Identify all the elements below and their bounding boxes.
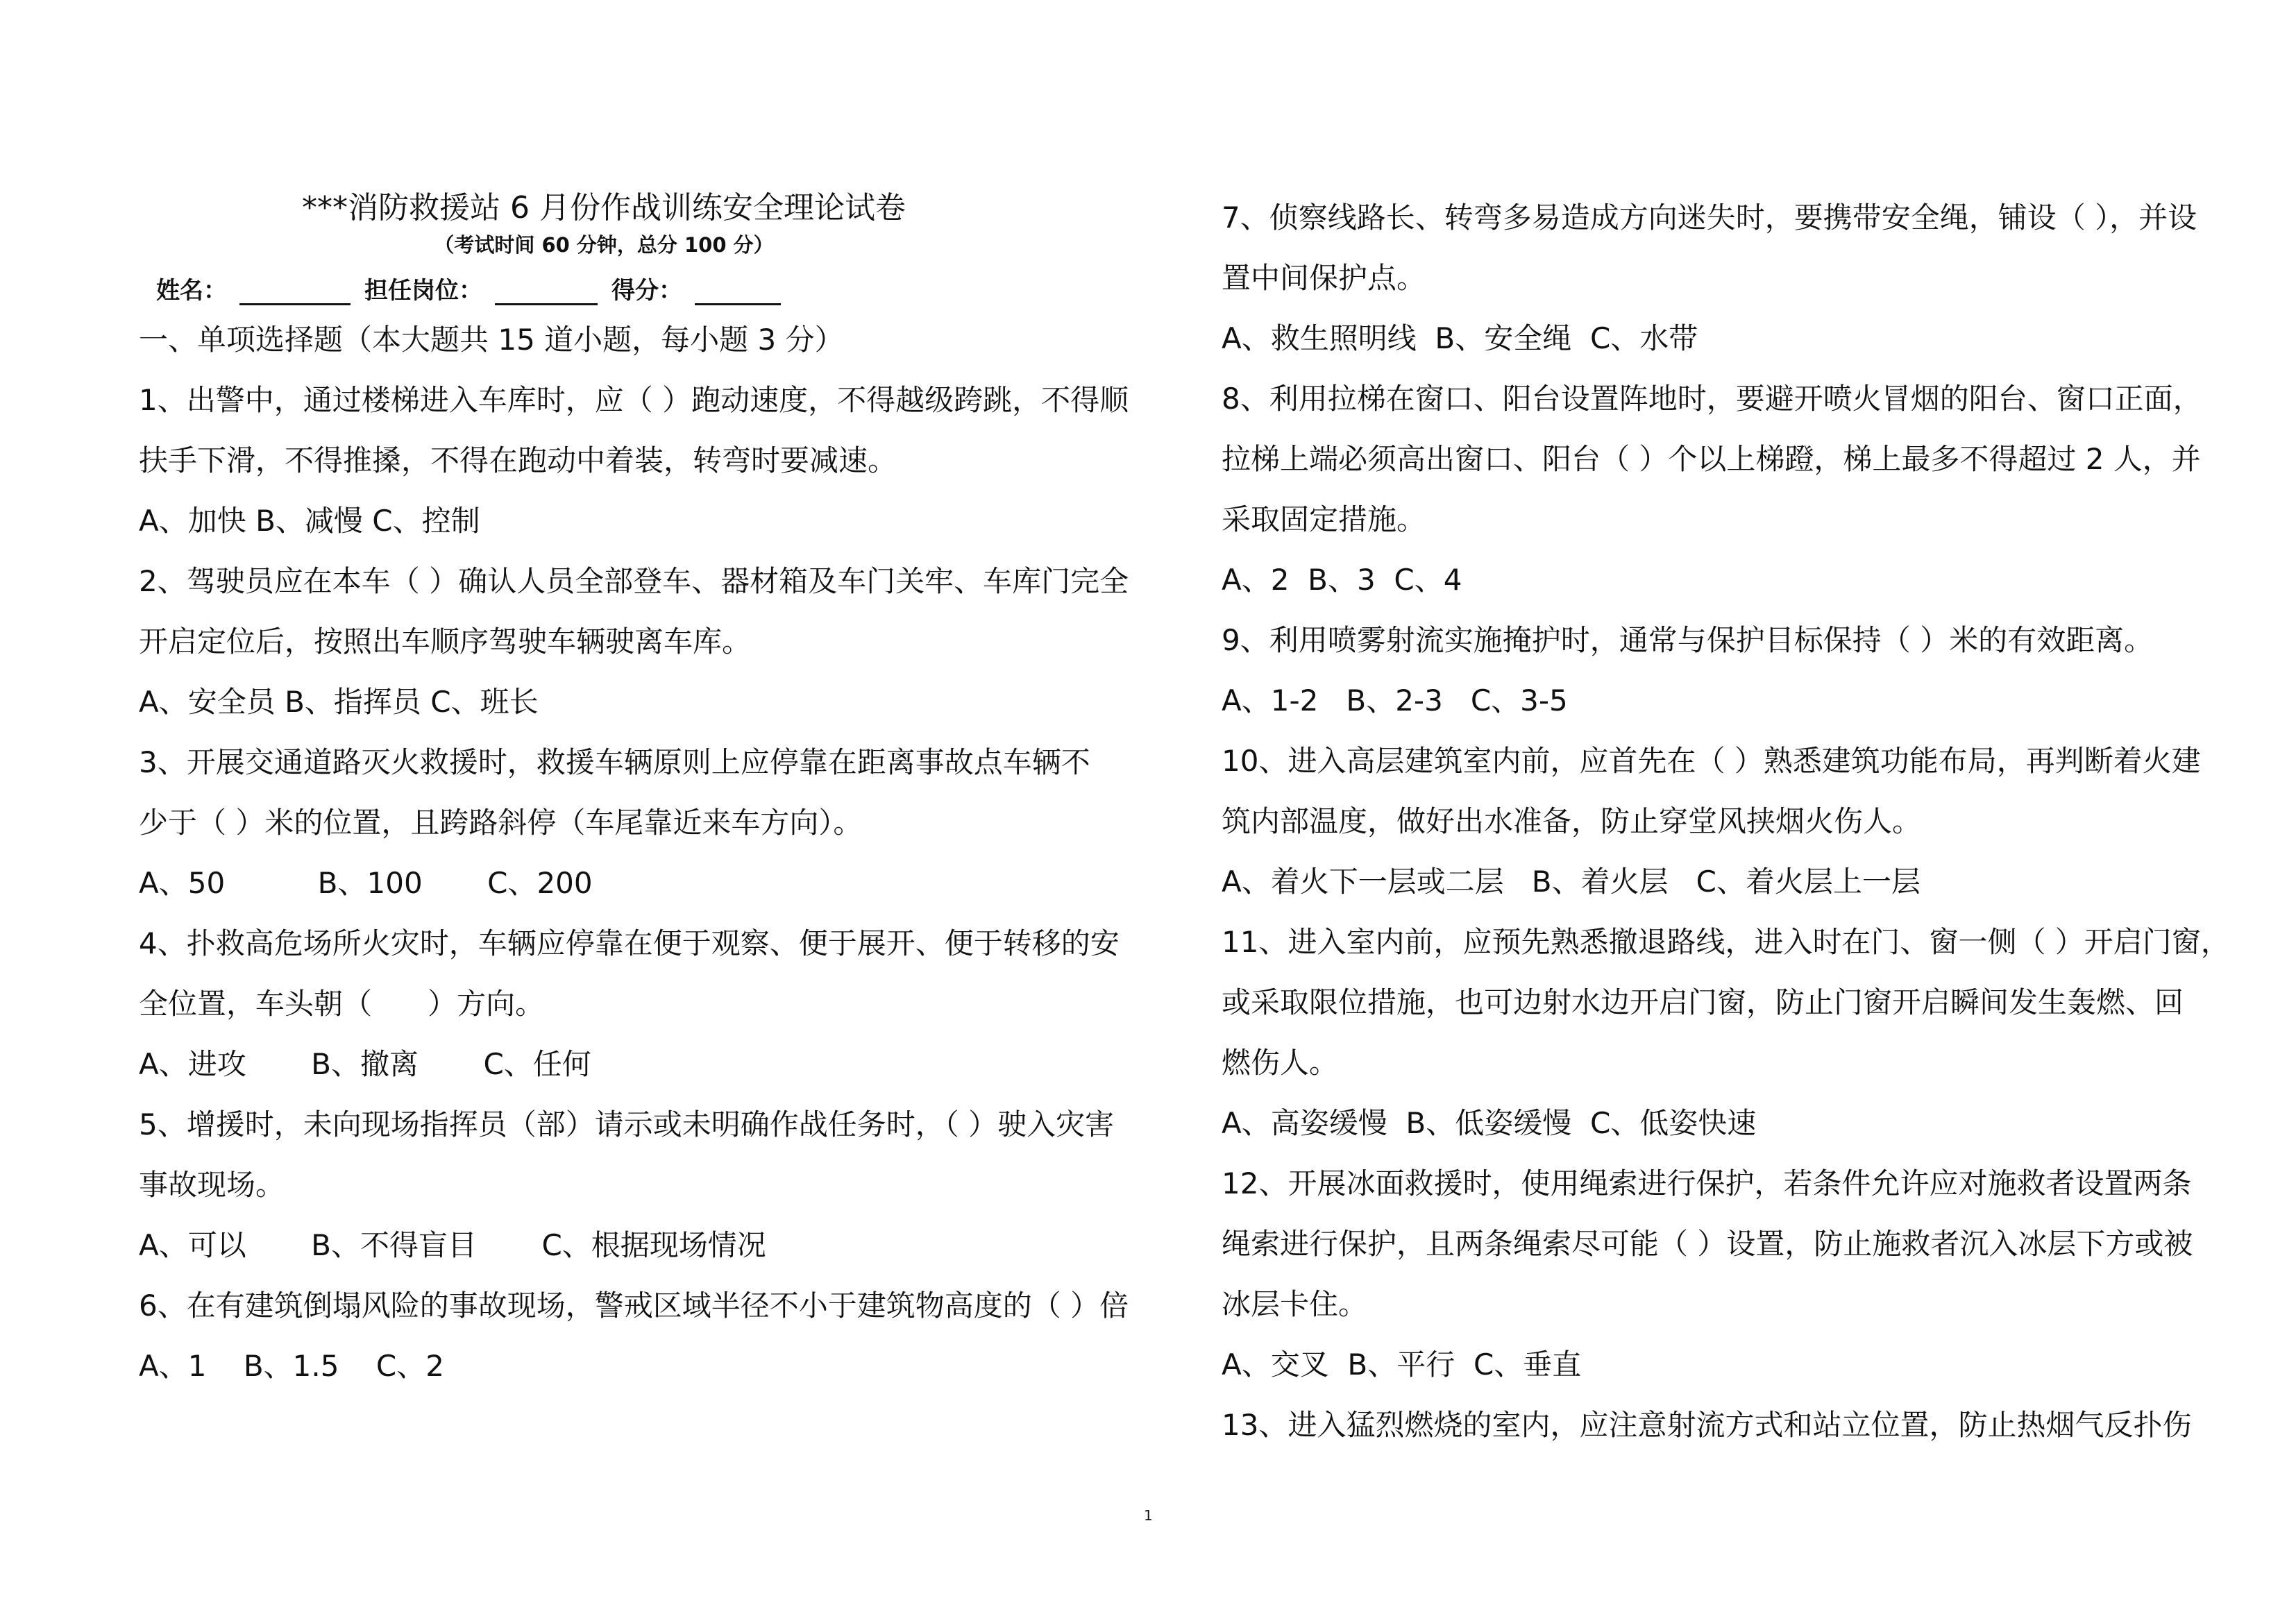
question-9-line-1: 9、利用喷雾射流实施掩护时，通常与保护目标保持（ ）米的有效距离。 xyxy=(1222,623,2154,657)
exam-title: ***消防救援站 6 月份作战训练安全理论试卷 xyxy=(302,190,906,226)
question-1-options: A、加快 B、减慢 C、控制 xyxy=(139,504,480,538)
question-3-options: A、50 B、100 C、200 xyxy=(139,866,593,900)
position-blank-field[interactable] xyxy=(495,298,598,305)
score-label: 得分： xyxy=(611,277,682,305)
section-heading: 一、单项选择题（本大题共 15 道小题，每小题 3 分） xyxy=(139,323,844,357)
question-12-line-1: 12、开展冰面救援时，使用绳索进行保护，若条件允许应对施救者设置两条 xyxy=(1222,1166,2192,1200)
question-8-line-3: 采取固定措施。 xyxy=(1222,502,1426,536)
question-3-line-1: 3、开展交通道路灭火救援时，救援车辆原则上应停靠在距离事故点车辆不 xyxy=(139,745,1090,779)
name-blank-field[interactable] xyxy=(239,298,351,305)
question-11-options: A、高姿缓慢 B、低姿缓慢 C、低姿快速 xyxy=(1222,1106,1757,1140)
question-1-line-1: 1、出警中，通过楼梯进入车库时，应（ ）跑动速度，不得越级跨跳，不得顺 xyxy=(139,383,1129,417)
score-blank-field[interactable] xyxy=(695,298,781,305)
question-1-line-2: 扶手下滑，不得推搡，不得在跑动中着装，转弯时要减速。 xyxy=(139,443,897,477)
question-2-line-1: 2、驾驶员应在本车（ ）确认人员全部登车、器材箱及车门关牢、车库门完全 xyxy=(139,564,1129,598)
question-7-line-2: 置中间保护点。 xyxy=(1222,261,1426,295)
question-11-line-1: 11、进入室内前，应预先熟悉撤退路线，进入时在门、窗一侧（ ）开启门窗， xyxy=(1222,925,2230,959)
question-10-options: A、着火下一层或二层 B、着火层 C、着火层上一层 xyxy=(1222,865,1921,899)
question-7-line-1: 7、侦察线路长、转弯多易造成方向迷失时，要携带安全绳，铺设（ ），并设 xyxy=(1222,201,2197,235)
question-2-options: A、安全员 B、指挥员 C、班长 xyxy=(139,685,539,719)
question-4-options: A、进攻 B、撤离 C、任何 xyxy=(139,1047,591,1081)
question-5-options: A、可以 B、不得盲目 C、根据现场情况 xyxy=(139,1228,766,1262)
question-4-line-1: 4、扑救高危场所火灾时，车辆应停靠在便于观察、便于展开、便于转移的安 xyxy=(139,926,1120,960)
question-12-options: A、交叉 B、平行 C、垂直 xyxy=(1222,1348,1582,1382)
question-4-line-2: 全位置，车头朝（ ）方向。 xyxy=(139,987,545,1021)
page-number: 1 xyxy=(1144,1507,1153,1524)
question-12-line-2: 绳索进行保护，且两条绳索尽可能（ ）设置，防止施救者沉入冰层下方或被 xyxy=(1222,1227,2193,1261)
question-8-line-1: 8、利用拉梯在窗口、阳台设置阵地时，要避开喷火冒烟的阳台、窗口正面， xyxy=(1222,382,2202,416)
question-13-line-1: 13、进入猛烈燃烧的室内，应注意射流方式和站立位置，防止热烟气反扑伤 xyxy=(1222,1408,2192,1442)
exam-subtitle: （考试时间 60 分钟，总分 100 分） xyxy=(434,233,774,257)
candidate-info-fields xyxy=(156,261,1079,305)
question-8-line-2: 拉梯上端必须高出窗口、阳台（ ）个以上梯蹬，梯上最多不得超过 2 人，并 xyxy=(1222,442,2201,476)
position-label: 担任岗位： xyxy=(364,277,482,305)
question-7-options: A、救生照明线 B、安全绳 C、水带 xyxy=(1222,321,1698,355)
question-6-options: A、1 B、1.5 C、2 xyxy=(139,1349,444,1383)
right-column xyxy=(1222,187,2230,1455)
question-8-options: A、2 B、3 C、4 xyxy=(1222,563,1462,597)
question-10-line-1: 10、进入高层建筑室内前，应首先在（ ）熟悉建筑功能布局，再判断着火建 xyxy=(1222,744,2201,778)
question-3-line-2: 少于（ ）米的位置，且跨路斜停（车尾靠近来车方向）。 xyxy=(139,806,863,840)
question-11-line-3: 燃伤人。 xyxy=(1222,1046,1339,1080)
question-12-line-3: 冰层卡住。 xyxy=(1222,1287,1368,1321)
left-column xyxy=(139,187,1129,1396)
name-label: 姓名： xyxy=(156,277,227,305)
question-10-line-2: 筑内部温度，做好出水准备，防止穿堂风挟烟火伤人。 xyxy=(1222,804,1922,838)
question-2-line-2: 开启定位后，按照出车顺序驾驶车辆驶离车库。 xyxy=(139,624,752,658)
question-6-line-1: 6、在有建筑倒塌风险的事故现场，警戒区域半径不小于建筑物高度的（ ）倍 xyxy=(139,1289,1129,1323)
question-9-options: A、1-2 B、2-3 C、3-5 xyxy=(1222,683,1568,717)
question-5-line-1: 5、增援时，未向现场指挥员（部）请示或未明确作战任务时，（ ）驶入灾害 xyxy=(139,1107,1115,1141)
question-11-line-2: 或采取限位措施，也可边射水边开启门窗，防止门窗开启瞬间发生轰燃、回 xyxy=(1222,985,2184,1019)
question-5-line-2: 事故现场。 xyxy=(139,1168,285,1202)
